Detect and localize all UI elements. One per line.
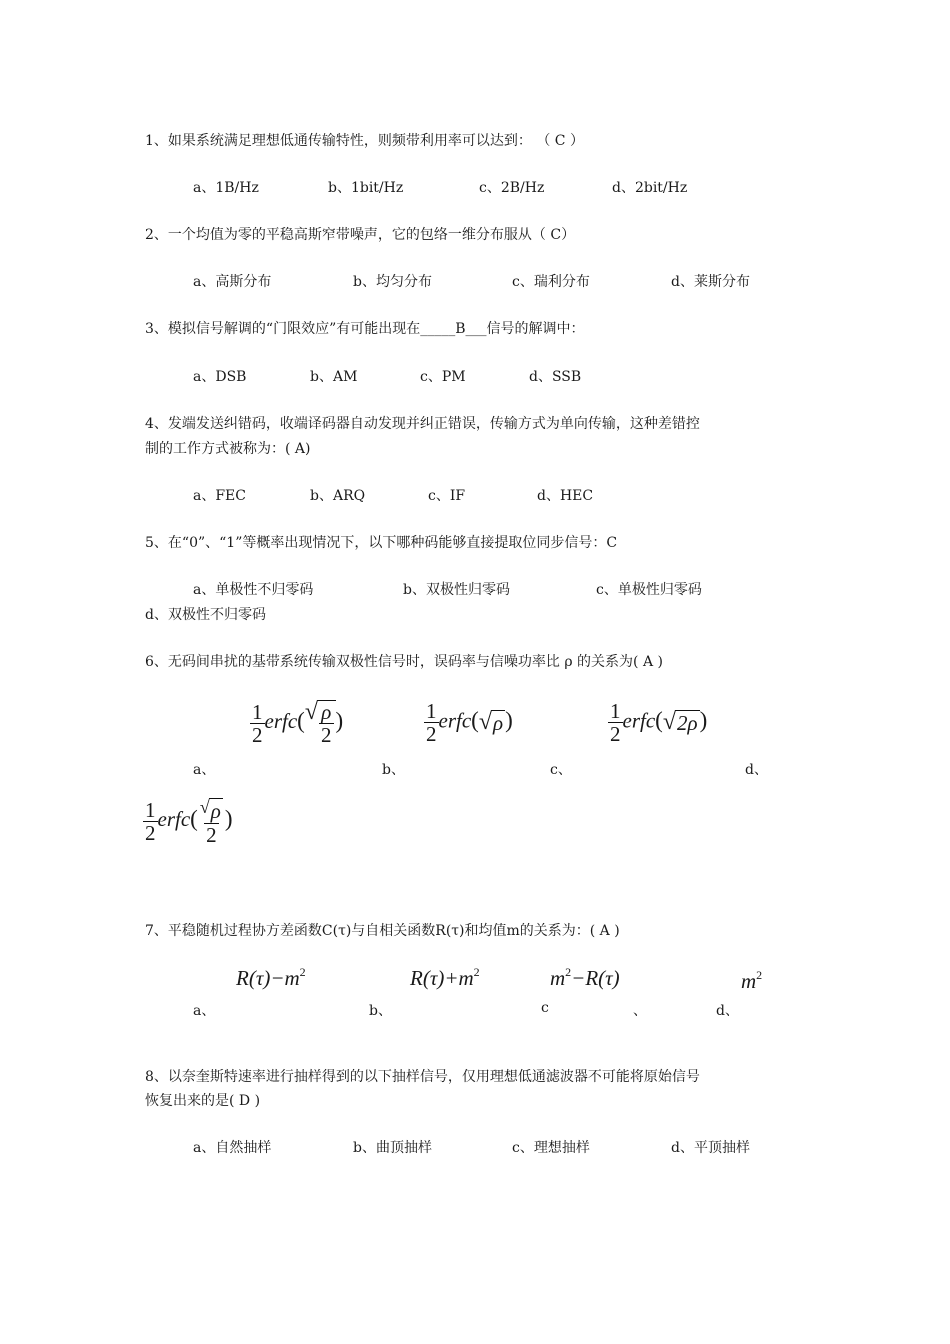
question-8-stem-line-1: 8、以奈奎斯特速率进行抽样得到的以下抽样信号，仅用理想低通滤波器不可能将原始信号 bbox=[145, 1069, 700, 1085]
question-4-stem-line-2: 制的工作方式被称为：( A) bbox=[145, 441, 311, 457]
question-7-option-a: a、 bbox=[193, 1003, 216, 1019]
question-7-formula-d: $m^2$ bbox=[741, 968, 763, 993]
question-4-option-d: d、HEC bbox=[537, 488, 594, 504]
question-4-option-b: b、ARQ bbox=[310, 488, 366, 504]
question-7-formula-b: $R(\tau)+m^2$ bbox=[410, 965, 480, 990]
question-2-option-a: a、高斯分布 bbox=[193, 274, 272, 290]
question-8-option-c: c、理想抽样 bbox=[512, 1140, 590, 1156]
question-6-option-b: b、 bbox=[382, 762, 405, 778]
question-2-option-d: d、莱斯分布 bbox=[671, 274, 750, 290]
question-5-option-d: d、双极性不归零码 bbox=[145, 607, 266, 623]
question-6-formula-a: $\frac{1}{2}$ erfc( √ $\frac{\rho}{2}$ ) bbox=[252, 699, 344, 748]
question-6-stem: 6、无码间串扰的基带系统传输双极性信号时，误码率与信噪功率比 ρ 的关系为( A ) bbox=[145, 654, 663, 670]
question-7-option-d: d、 bbox=[716, 1003, 739, 1019]
question-7-option-b: b、 bbox=[369, 1003, 392, 1019]
question-1-option-b: b、1bit/Hz bbox=[328, 180, 404, 196]
question-4-stem-line-1: 4、发端发送纠错码，收端译码器自动发现并纠正错误，传输方式为单向传输，这种差错控 bbox=[145, 416, 700, 432]
question-7-formula-a: $R(\tau)-m^2$ bbox=[236, 965, 306, 990]
question-3-option-c: c、PM bbox=[420, 369, 466, 385]
question-7-formula-c: $m^2-R(\tau)$ bbox=[550, 965, 620, 990]
question-6-option-d: d、 bbox=[745, 762, 768, 778]
question-2-option-b: b、均匀分布 bbox=[353, 274, 432, 290]
question-1-option-c: c、2B/Hz bbox=[479, 180, 545, 196]
question-8-stem-line-2: 恢复出来的是( D ) bbox=[145, 1093, 261, 1109]
question-6-formula-c: $\frac{1}{2}$ erfc( √ 2ρ ) bbox=[610, 699, 708, 747]
question-1-stem: 1、如果系统满足理想低通传输特性，则频带利用率可以达到： （ C ） bbox=[145, 133, 584, 149]
question-3-option-d: d、SSB bbox=[529, 369, 582, 385]
question-7-stem: 7、平稳随机过程协方差函数C(τ)与自相关函数R(τ)和均值m的关系为：( A ) bbox=[145, 923, 620, 939]
question-6-option-a: a、 bbox=[193, 762, 216, 778]
question-2-stem: 2、一个均值为零的平稳高斯窄带噪声，它的包络一维分布服从（ C） bbox=[145, 227, 576, 243]
question-8-option-d: d、平顶抽样 bbox=[671, 1140, 750, 1156]
question-5-option-b: b、双极性归零码 bbox=[403, 582, 510, 598]
question-6-option-c: c、 bbox=[550, 762, 572, 778]
question-5-stem: 5、在“0”、“1”等概率出现情况下，以下哪种码能够直接提取位同步信号：C bbox=[145, 535, 618, 551]
question-1-option-a: a、1B/Hz bbox=[193, 180, 259, 196]
question-7-option-c: c bbox=[541, 1000, 549, 1016]
question-6-formula-b: $\frac{1}{2}$ erfc( √ ρ ) bbox=[426, 699, 513, 747]
question-1-option-d: d、2bit/Hz bbox=[612, 180, 688, 196]
question-3-option-a: a、DSB bbox=[193, 369, 247, 385]
question-4-option-a: a、FEC bbox=[193, 488, 246, 504]
question-8-option-a: a、自然抽样 bbox=[193, 1140, 272, 1156]
question-5-option-a: a、单极性不归零码 bbox=[193, 582, 314, 598]
question-6-formula-d: $\frac{1}{2}$ erfc( √ ρ 2 ) bbox=[145, 796, 233, 847]
question-5-option-c: c、单极性归零码 bbox=[596, 582, 702, 598]
question-7-option-c-sep: 、 bbox=[633, 1003, 647, 1019]
question-2-option-c: c、瑞利分布 bbox=[512, 274, 590, 290]
question-8-option-b: b、曲顶抽样 bbox=[353, 1140, 432, 1156]
question-4-option-c: c、IF bbox=[428, 488, 466, 504]
question-3-stem: 3、模拟信号解调的“门限效应”有可能出现在_____B___信号的解调中： bbox=[145, 321, 585, 337]
question-3-option-b: b、AM bbox=[310, 369, 358, 385]
